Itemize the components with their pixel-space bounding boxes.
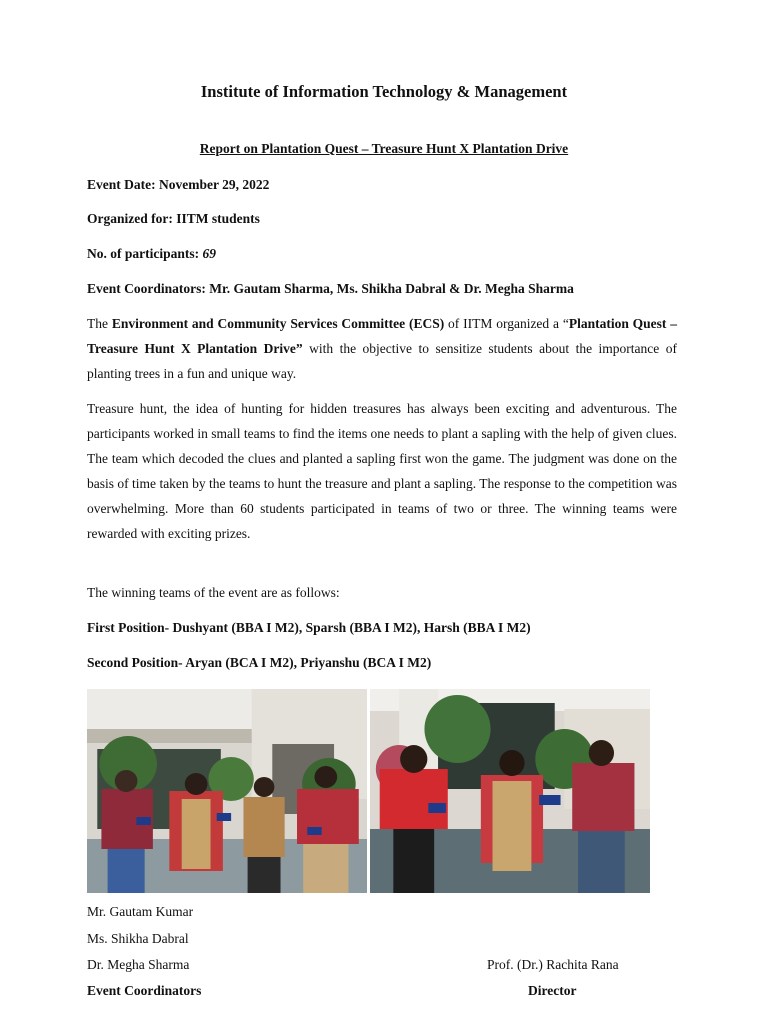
event-photos [87,689,650,893]
event-photo-left [87,689,367,893]
director-name: Prof. (Dr.) Rachita Rana [487,957,619,972]
participants-value: 69 [202,246,216,261]
signatory-3: Dr. Megha Sharma [87,957,190,972]
report-title: Report on Plantation Quest – Treasure Hunt X Plantation Drive [199,141,569,156]
event-coordinators: Event Coordinators: Mr. Gautam Sharma, Ms. Shikha Dabral & Dr. Megha Sharma [87,281,574,296]
coordinators-role: Event Coordinators [87,983,202,998]
second-position: Second Position- Aryan (BCA I M2), Priyanshu (BCA I M2) [87,655,432,670]
signatory-1: Mr. Gautam Kumar [87,904,194,919]
organized-for: Organized for: IITM students [87,211,260,226]
winners-intro: The winning teams of the event are as follows: [87,585,340,600]
institute-title: Institute of Information Technology & Management [200,82,568,101]
director-role: Director [528,983,577,998]
event-date: Event Date: November 29, 2022 [87,177,270,192]
participants-count [87,246,216,262]
participants-label: No. of participants: [87,246,203,261]
intro-paragraph: The Environment and Community Services Committee (ECS) of IITM organized a “Plantation Quest – Treasure Hunt X Plantation Drive” with the objective to sensitize students about the importance of planting trees in a fun and unique way. [87,316,677,381]
description-paragraph: Treasure hunt, the idea of hunting for hidden treasures has always been exciting and adventurous. The participants worked in small teams to find the items one needs to plant a sapling with the help of given clues. The team which decoded the clues and planted a sapling first won the game. The judgment was done on the basis of time taken by the teams to hunt the treasure and plant a sapling. The response to the competition was overwhelming. More than 60 students participated in teams of two or three. The winning teams were rewarded with exciting prizes. [87,401,677,541]
event-photo-right [370,689,650,893]
first-position: First Position- Dushyant (BBA I M2), Sparsh (BBA I M2), Harsh (BBA I M2) [87,620,531,635]
signatory-2: Ms. Shikha Dabral [87,931,189,946]
